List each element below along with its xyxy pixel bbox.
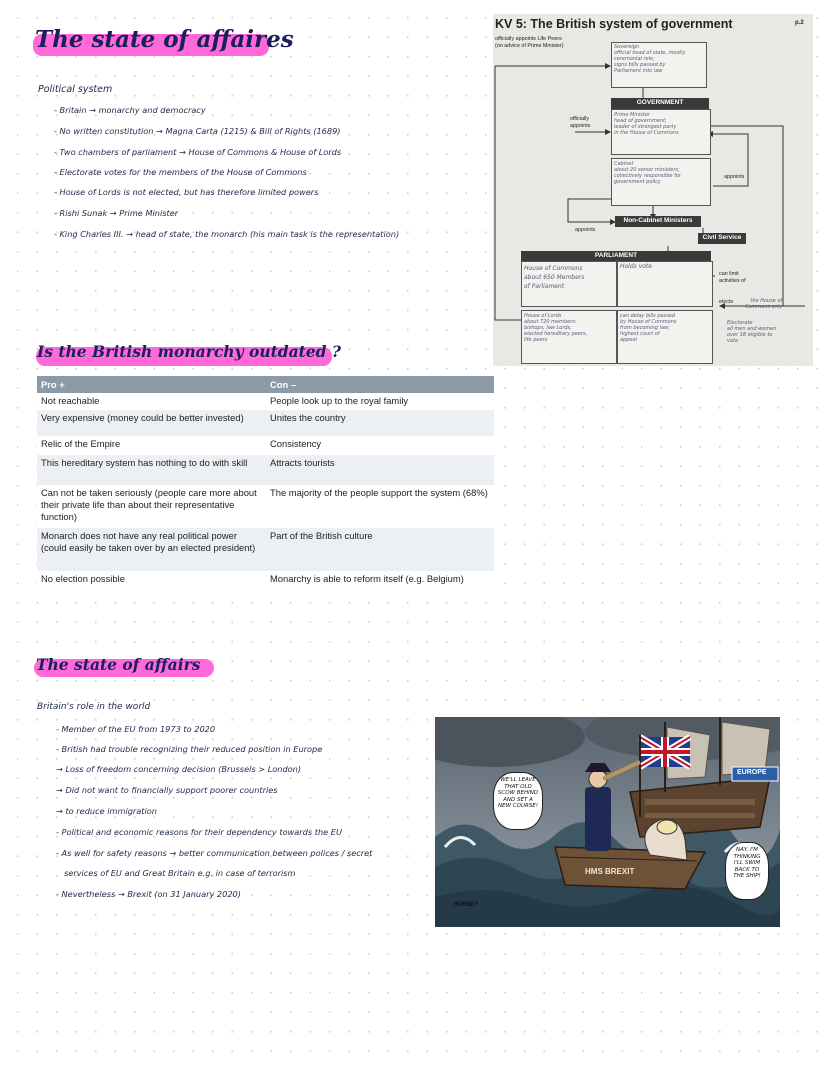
cabinet-box: [611, 158, 711, 206]
table-header-pro: Pro +: [37, 376, 266, 393]
table-row: [37, 571, 494, 588]
list-item: - Two chambers of parliament → House of Commons & House of Lords: [54, 147, 342, 157]
elects-note: the House of Commons only: [745, 298, 783, 310]
list-item: → Loss of freedom concerning decision (Brussels > London): [56, 764, 302, 774]
pm-note: Prime Minister head of government; leader of strongest party in the House of Commons: [614, 112, 679, 136]
table-row: [37, 455, 494, 485]
artist-signature: HORSEY: [453, 902, 479, 908]
list-item: - Political and economic reasons for their dependency towards the EU: [56, 827, 342, 837]
table-cell: No election possible: [37, 571, 266, 588]
table-row: [37, 436, 494, 455]
europe-ship-label: EUROPE: [737, 769, 767, 776]
non-cabinet-ministers: Non-Cabinet Ministers: [615, 216, 701, 227]
table-cell: Relic of the Empire: [37, 436, 266, 455]
section1-heading: Political system: [38, 84, 113, 95]
list-item: - Britain → monarchy and democracy: [54, 105, 206, 115]
cabinet-note: Cabinet about 20 senior ministers; collectively responsible for government policy: [614, 161, 681, 185]
list-item: - Member of the EU from 1973 to 2020: [56, 724, 216, 734]
civil-service: Civil Service: [698, 233, 746, 244]
officially-appoints-label: officially appoints: [570, 116, 591, 129]
cartoon-illustration: [435, 717, 780, 927]
parliament-header: PARLIAMENT: [521, 251, 711, 261]
table-cell: Very expensive (money could be better invested): [37, 410, 266, 436]
list-item: services of EU and Great Britain e.g. in case of terrorism: [64, 868, 296, 878]
pm-box: [611, 109, 711, 155]
table-cell: This hereditary system has nothing to do with skill: [37, 455, 266, 485]
lords-power-note: can delay bills passed by House of Commons from becoming law; highest court of appeal: [620, 313, 677, 343]
holds-note: Holds vote: [620, 263, 652, 270]
hms-brexit-label: HMS BREXIT: [585, 867, 635, 876]
table-cell: Not reachable: [37, 393, 266, 410]
list-item: - King Charles III. → head of state, the monarch (his main task is the representation): [54, 229, 400, 239]
section3-list: [56, 719, 372, 905]
commons-box: [521, 261, 617, 307]
government-diagram-scan: [493, 14, 813, 366]
list-item: → to reduce immigration: [56, 806, 157, 816]
table-cell: Consistency: [266, 436, 494, 455]
table-row: [37, 485, 494, 528]
appoints-bottom-label: appoints: [575, 227, 596, 233]
list-item: → Did not want to financially support poorer countries: [56, 785, 278, 795]
list-item: - British had trouble recognizing their reduced position in Europe: [56, 744, 323, 754]
table-cell: The majority of the people support the system (68%): [266, 485, 494, 528]
lords-power-box: [617, 310, 713, 364]
commons-note: House of Commons about 650 Members of Parliament: [524, 265, 585, 290]
list-item: - House of Lords is not elected, but has therefore limited powers: [54, 187, 319, 197]
table-cell: People look up to the royal family: [266, 393, 494, 410]
table-cell: Part of the British culture: [266, 528, 494, 571]
lords-box: [521, 310, 617, 364]
scan-page-number: p.2: [795, 20, 804, 26]
scan-title: KV 5: The British system of government: [495, 17, 733, 31]
lords-note: House of Lords about 720 members: bishops, law Lords, elected hereditary peers, life peers: [524, 313, 588, 343]
elects-label: elects: [719, 299, 734, 305]
table-cell: Attracts tourists: [266, 455, 494, 485]
speech-bubble-left: WE'LL LEAVE THAT OLD SCOW BEHIND AND SET A NEW COURSE!: [493, 772, 543, 830]
list-item: - Electorate votes for the members of the House of Commons: [54, 167, 307, 177]
section2-title: Is the British monarchy outdated ?: [37, 342, 341, 361]
table-row: [37, 528, 494, 571]
table-cell: Unites the country: [266, 410, 494, 436]
table-row: [37, 393, 494, 410]
monarch-note: Sovereign official head of state, mostly ceremonial role; signs bills passed by Parliament into law: [614, 44, 686, 74]
table-cell: Monarch does not have any real political power (could easily be taken over by an elected president): [37, 528, 266, 571]
appoints-lords-label: officially appoints Life Peers (on advice of Prime Minister): [495, 36, 564, 49]
pro-con-table: [37, 376, 494, 588]
can-limit-label: can limit activities of: [719, 271, 746, 284]
section3-title: The state of affairs: [36, 655, 201, 674]
list-item: - Nevertheless → Brexit (on 31 January 2020): [56, 889, 241, 899]
table-header-row: [37, 376, 494, 393]
list-item: - Rishi Sunak → Prime Minister: [54, 208, 179, 218]
table-header-con: Con –: [266, 376, 494, 393]
list-item: - As well for safety reasons → better communication between polices / secret: [56, 848, 373, 858]
section3-heading: Britain's role in the world: [37, 702, 151, 712]
table-row: [37, 410, 494, 436]
appoints-right-label: appoints: [724, 174, 745, 180]
list-item: - No written constitution → Magna Carta (1215) & Bill of Rights (1689): [54, 126, 341, 136]
section1-list: [54, 100, 399, 245]
brexit-cartoon: [435, 717, 780, 927]
holds-box: [617, 261, 713, 307]
section1-title: The state of affaires: [35, 26, 294, 53]
government-header: GOVERNMENT: [611, 98, 709, 109]
speech-bubble-right: NAY, I'M THINKING I'LL SWIM BACK TO THE SHIP!: [725, 842, 769, 900]
table-cell: Monarchy is able to reform itself (e.g. Belgium): [266, 571, 494, 588]
table-cell: Can not be taken seriously (people care more about their private life than about their representative function): [37, 485, 266, 528]
electorate-note: Electorate all men and women over 18 eligible to vote: [727, 320, 777, 344]
monarch-box: [611, 42, 707, 88]
